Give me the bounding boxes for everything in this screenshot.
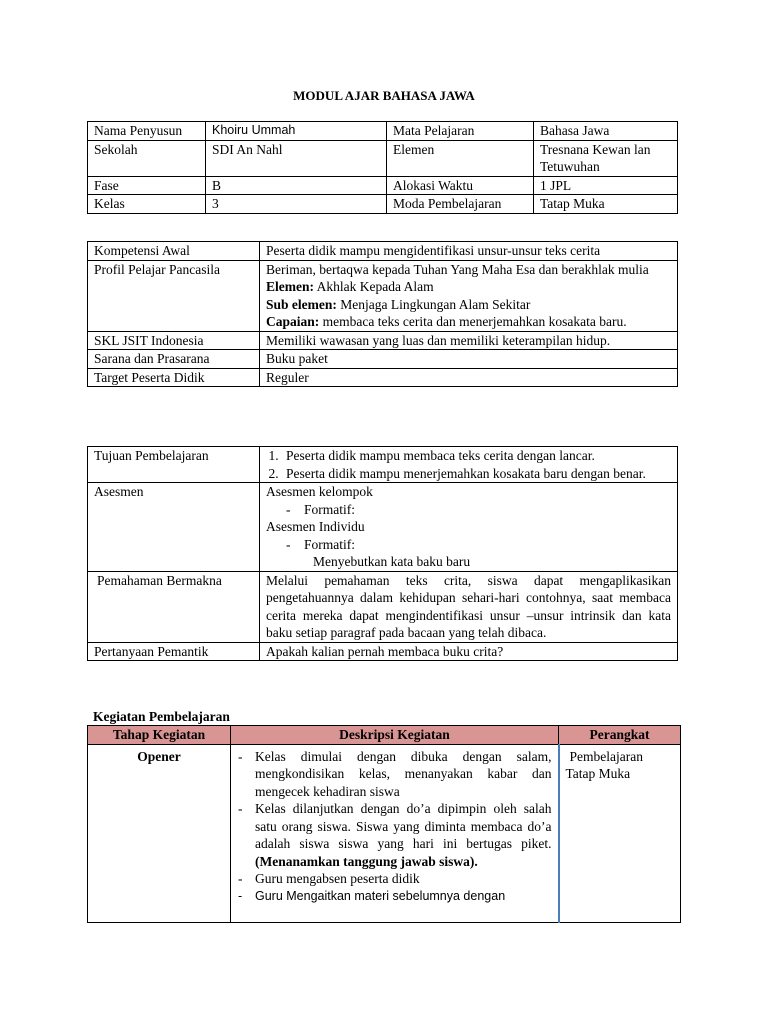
competency-table [87,241,678,387]
label-mata-pelajaran: Mata Pelajaran [387,122,534,141]
label-moda-pembelajaran: Moda Pembelajaran [387,195,534,214]
capaian-value: membaca teks cerita dan menerjemahkan kosakata baru. [319,314,627,329]
table-row [88,122,678,141]
value-skl: Memiliki wawasan yang luas dan memiliki keterampilan hidup. [260,331,678,350]
table-row [88,571,678,642]
page-title: MODUL AJAR BAHASA JAWA [293,88,475,103]
value-pertanyaan: Apakah kalian pernah membaca buku crita? [260,642,678,661]
value-sekolah: SDI An Nahl [206,140,387,176]
table-header-row [88,726,681,745]
table-row [88,140,678,176]
value-nama-penyusun: Khoiru Ummah [206,122,387,141]
label-fase: Fase [88,176,206,195]
value-elemen: Tresnana Kewan lan Tetuwuhan [534,140,678,176]
asesmen-individu: Asesmen Individu [266,519,365,534]
value-profil-pelajar [260,260,678,331]
profil-text: Beriman, bertaqwa kepada Tuhan Yang Maha Esa dan berakhlak mulia [266,261,649,277]
stage-opener: Opener [88,744,231,922]
value-tujuan [260,447,678,483]
list-item [235,800,552,870]
col-header-desc: Deskripsi Kegiatan [231,726,559,745]
value-pemahaman: Melalui pemahaman teks crita, siswa dapat mengaplikasikan pengetahuannya dalam kehidupan sehari-hari contohnya, saat membaca cerita mereka dapat mengindentifikasi unsur –unsur intrinsik dan kata baku setiap paragraf pada bacaan yang telah dibaca. [260,571,678,642]
label-kompetensi-awal: Kompetensi Awal [88,242,260,261]
label-nama-penyusun: Nama Penyusun [88,122,206,141]
list-item: - Kelas dimulai dengan dibuka dengan salam, mengkondisikan kelas, menanyakan kabar dan mengecek kehadiran siswa [235,748,552,801]
label-skl: SKL JSIT Indonesia [88,331,260,350]
label-pertanyaan: Pertanyaan Pemantik [88,642,260,661]
label-alokasi-waktu: Alokasi Waktu [387,176,534,195]
objectives-table [87,446,678,661]
capaian-label: Capaian: [266,314,320,329]
identity-table [87,121,678,214]
elemen-value: Akhlak Kepada Alam [314,279,434,294]
col-header-stage: Tahap Kegiatan [88,726,231,745]
list-item: 2. Peserta didik mampu menerjemahkan kosakata baru dengan benar. [282,465,671,483]
label-target: Target Peserta Didik [88,368,260,387]
section-heading: Kegiatan Pembelajaran [93,709,230,724]
col-header-tools: Perangkat [559,726,681,745]
activities-table [87,725,681,923]
formatif-kelompok-label: Formatif: [304,501,355,517]
value-alokasi-waktu: 1 JPL [534,176,678,195]
value-sarana: Buku paket [260,350,678,369]
table-row [88,368,678,387]
label-pemahaman: Pemahaman Bermakna [88,571,260,642]
label-asesmen: Asesmen [88,483,260,572]
list-item: - Guru Mengaitkan materi sebelumnya dengan [235,888,552,906]
opener-tools [559,744,681,922]
table-row [88,350,678,369]
table-row [88,176,678,195]
tools-line-2: Tatap Muka [565,766,631,781]
capaian-line [266,313,671,331]
opener-item-text: Kelas dilanjutkan dengan do’a dipimpin oleh salah satu orang siswa. Siswa yang diminta membaca do’a adalah siswa siswa yang hari ini bertugas piket. [255,801,552,851]
formatif-individu-label: Formatif: [304,536,355,552]
sub-elemen-value: Menjaga Lingkungan Alam Sekitar [336,296,531,312]
sub-elemen-line [266,296,671,314]
elemen-line [266,278,671,296]
opener-list [235,748,552,906]
formatif-kelompok: - Formatif: [286,501,355,517]
opener-item-bold: (Menanamkan tanggung jawab siswa). [255,853,478,869]
label-profil-pelajar: Profil Pelajar Pancasila [88,260,260,331]
value-moda-pembelajaran: Tatap Muka [534,195,678,214]
value-target: Reguler [260,368,678,387]
table-row [88,195,678,214]
list-item: 1. Peserta didik mampu membaca teks cerita dengan lancar. [282,447,671,465]
sub-elemen-label: Sub elemen: [266,296,337,312]
table-row [88,242,678,261]
asesmen-kelompok: Asesmen kelompok [266,484,373,499]
list-item: - Guru mengabsen peserta didik [235,870,552,888]
value-fase: B [206,176,387,195]
value-asesmen [260,483,678,572]
value-kompetensi-awal: Peserta didik mampu mengidentifikasi unsur-unsur teks cerita [260,242,678,261]
table-row [88,331,678,350]
label-kelas: Kelas [88,195,206,214]
tools-line-1: Pembelajaran [569,748,643,764]
table-row [88,260,678,331]
table-row [88,744,681,922]
elemen-label: Elemen: [266,279,314,294]
formatif-individu-detail: Menyebutkan kata baku baru [313,554,471,569]
value-mata-pelajaran: Bahasa Jawa [534,122,678,141]
table-row [88,483,678,572]
label-elemen: Elemen [387,140,534,176]
formatif-individu: - Formatif: [286,536,355,552]
table-row [88,447,678,483]
label-sekolah: Sekolah [88,140,206,176]
opener-description [231,744,559,922]
value-kelas: 3 [206,195,387,214]
table-row [88,642,678,661]
label-tujuan: Tujuan Pembelajaran [88,447,260,483]
tujuan-list [262,447,671,482]
label-sarana: Sarana dan Prasarana [88,350,260,369]
